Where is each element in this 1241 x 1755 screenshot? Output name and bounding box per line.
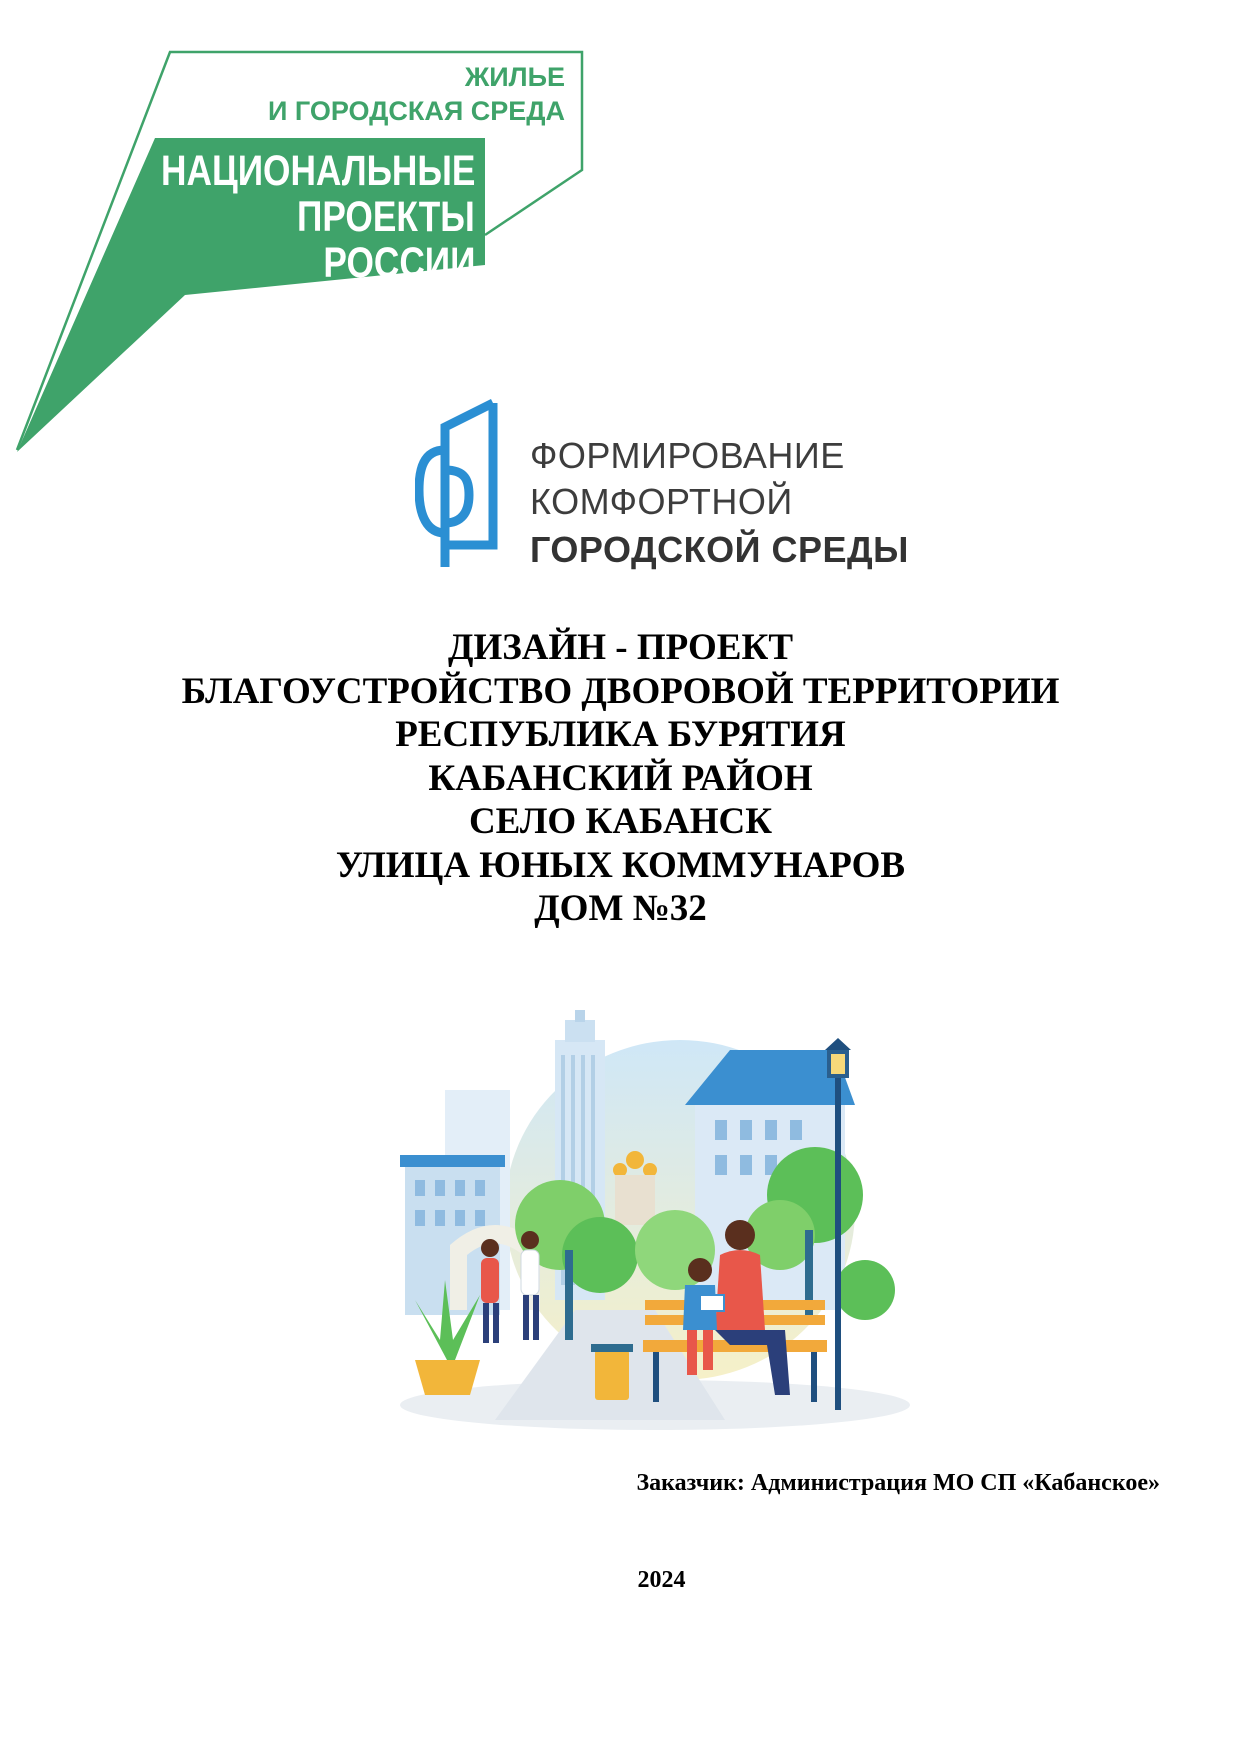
np-line-5: РОССИИ <box>322 239 475 287</box>
comfort-city-logo <box>415 395 915 580</box>
comfort-city-line-1: ФОРМИРОВАНИЕ <box>530 435 845 476</box>
title-line-1: ДИЗАЙН - ПРОЕКТ <box>448 627 793 668</box>
np-line-4: ПРОЕКТЫ <box>297 193 475 241</box>
title-line-5: СЕЛО КАБАНСК <box>468 801 773 842</box>
comfort-city-emblem-icon <box>415 395 505 575</box>
park-scene-icon <box>395 1010 915 1430</box>
comfort-city-line-2: КОМФОРТНОЙ <box>530 481 793 522</box>
year: 2024 <box>637 1567 686 1593</box>
np-line-2: И ГОРОДСКАЯ СРЕДА <box>267 96 565 126</box>
document-title <box>0 626 1241 931</box>
title-line-4: КАБАНСКИЙ РАЙОН <box>428 757 813 799</box>
title-line-3: РЕСПУБЛИКА БУРЯТИЯ <box>395 714 846 755</box>
title-line-2: БЛАГОУСТРОЙСТВО ДВОРОВОЙ ТЕРРИТОРИИ <box>181 670 1060 712</box>
customer-line: Заказчик: Администрация МО СП «Кабанское» <box>636 1470 1160 1496</box>
comfort-city-line-3: ГОРОДСКОЙ СРЕДЫ <box>530 529 909 570</box>
np-line-3: НАЦИОНАЛЬНЫЕ <box>160 147 475 195</box>
np-line-1: ЖИЛЬЕ <box>464 62 565 92</box>
title-line-7: ДОМ №32 <box>534 888 707 929</box>
title-line-6: УЛИЦА ЮНЫХ КОММУНАРОВ <box>335 844 906 886</box>
park-illustration <box>395 1010 915 1430</box>
